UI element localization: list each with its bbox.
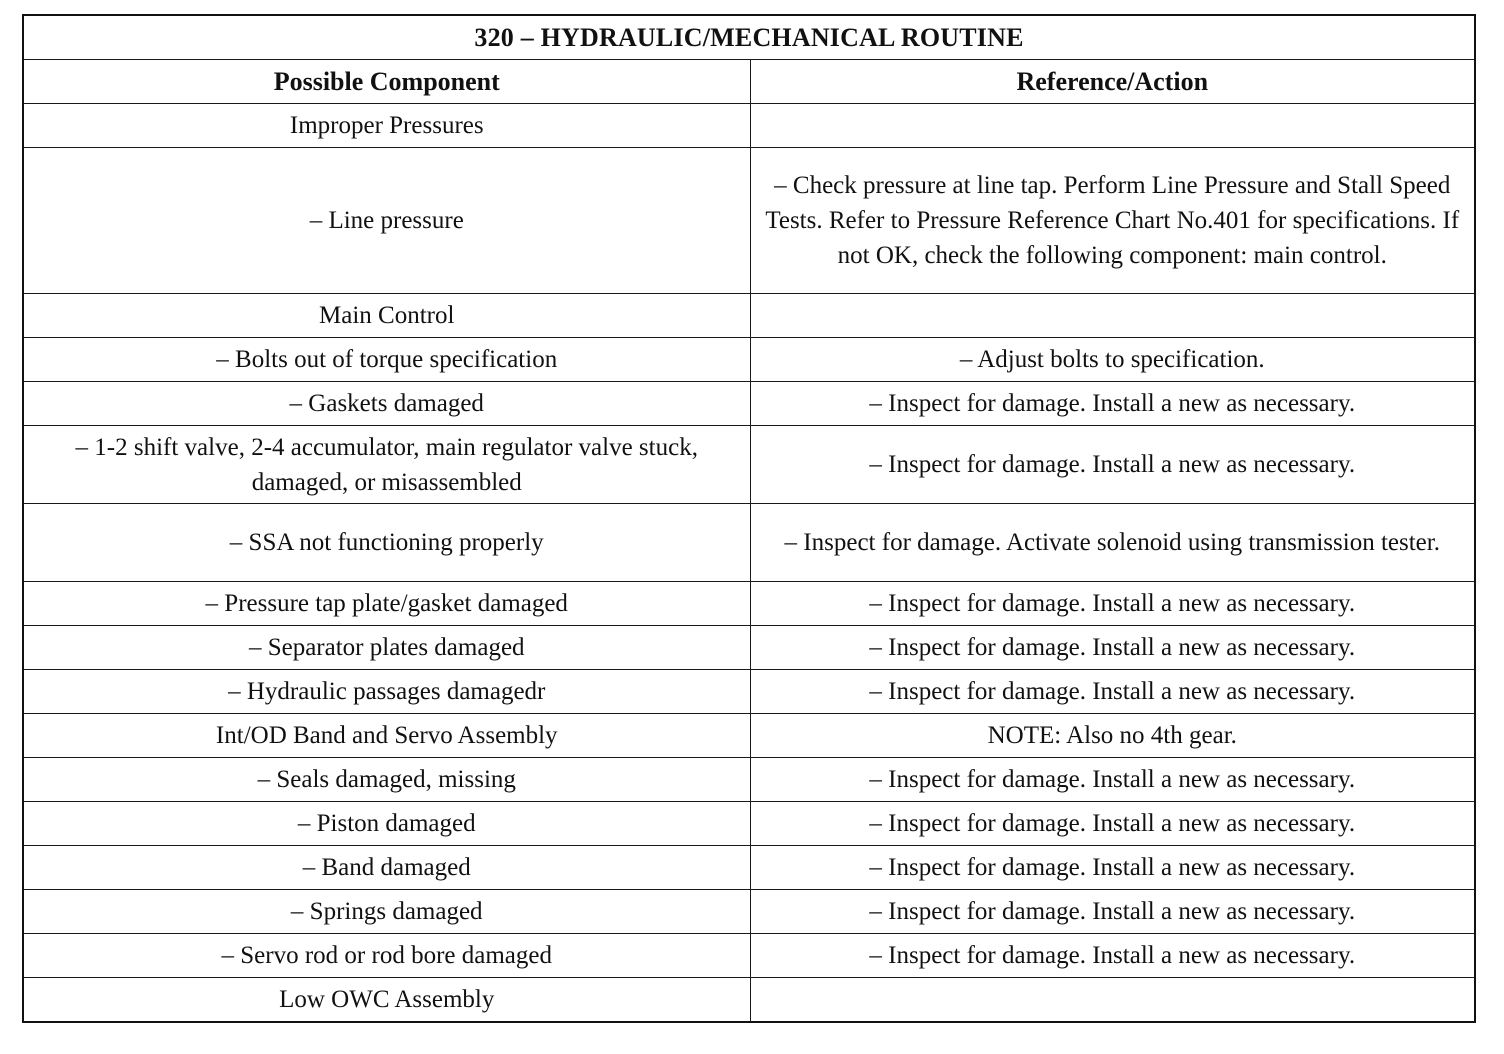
table-row — [23, 934, 1475, 978]
table-row — [23, 148, 1475, 294]
component-cell: Low OWC Assembly — [23, 978, 750, 1023]
table-row — [23, 714, 1475, 758]
action-cell: – Inspect for damage. Install a new as necessary. — [750, 758, 1475, 802]
action-cell: – Inspect for damage. Install a new as necessary. — [750, 670, 1475, 714]
table-row — [23, 104, 1475, 148]
action-cell: – Check pressure at line tap. Perform Line Pressure and Stall Speed Tests. Refer to Pressure Reference Chart No.401 for specifications. If not OK, check the following component: main control. — [750, 148, 1475, 294]
action-cell — [750, 294, 1475, 338]
action-cell: – Inspect for damage. Install a new as necessary. — [750, 626, 1475, 670]
component-cell: – Separator plates damaged — [23, 626, 750, 670]
component-cell: – Gaskets damaged — [23, 382, 750, 426]
table-row — [23, 802, 1475, 846]
action-cell: – Inspect for damage. Install a new as necessary. — [750, 846, 1475, 890]
action-cell: – Inspect for damage. Install a new as necessary. — [750, 426, 1475, 504]
action-cell: – Inspect for damage. Install a new as necessary. — [750, 382, 1475, 426]
column-header-component: Possible Component — [23, 60, 750, 104]
table-row — [23, 758, 1475, 802]
component-cell: – Band damaged — [23, 846, 750, 890]
action-cell: – Adjust bolts to specification. — [750, 338, 1475, 382]
component-cell: Improper Pressures — [23, 104, 750, 148]
table-row — [23, 582, 1475, 626]
action-cell — [750, 978, 1475, 1023]
component-cell: Main Control — [23, 294, 750, 338]
component-cell: – SSA not functioning properly — [23, 504, 750, 582]
component-cell: – Bolts out of torque specification — [23, 338, 750, 382]
header-row — [23, 60, 1475, 104]
column-header-action: Reference/Action — [750, 60, 1475, 104]
action-cell: – Inspect for damage. Install a new as necessary. — [750, 802, 1475, 846]
table-row — [23, 890, 1475, 934]
action-cell — [750, 104, 1475, 148]
component-cell: – Servo rod or rod bore damaged — [23, 934, 750, 978]
table-title: 320 – HYDRAULIC/MECHANICAL ROUTINE — [23, 15, 1475, 60]
table-row — [23, 382, 1475, 426]
table-row — [23, 846, 1475, 890]
action-cell: – Inspect for damage. Install a new as necessary. — [750, 890, 1475, 934]
action-cell: – Inspect for damage. Activate solenoid using transmission tester. — [750, 504, 1475, 582]
table-row — [23, 504, 1475, 582]
component-cell: – 1-2 shift valve, 2-4 accumulator, main regulator valve stuck, damaged, or misassembled — [23, 426, 750, 504]
component-cell: – Piston damaged — [23, 802, 750, 846]
table-row — [23, 626, 1475, 670]
title-row — [23, 15, 1475, 60]
component-cell: – Hydraulic passages damagedr — [23, 670, 750, 714]
component-cell: Int/OD Band and Servo Assembly — [23, 714, 750, 758]
action-cell: – Inspect for damage. Install a new as necessary. — [750, 582, 1475, 626]
component-cell: – Seals damaged, missing — [23, 758, 750, 802]
routine-table — [22, 14, 1476, 1023]
table-row — [23, 338, 1475, 382]
table-row — [23, 426, 1475, 504]
table-row — [23, 294, 1475, 338]
table-row — [23, 670, 1475, 714]
component-cell: – Springs damaged — [23, 890, 750, 934]
component-cell: – Pressure tap plate/gasket damaged — [23, 582, 750, 626]
component-cell: – Line pressure — [23, 148, 750, 294]
table-row — [23, 978, 1475, 1023]
action-cell: – Inspect for damage. Install a new as necessary. — [750, 934, 1475, 978]
action-cell: NOTE: Also no 4th gear. — [750, 714, 1475, 758]
